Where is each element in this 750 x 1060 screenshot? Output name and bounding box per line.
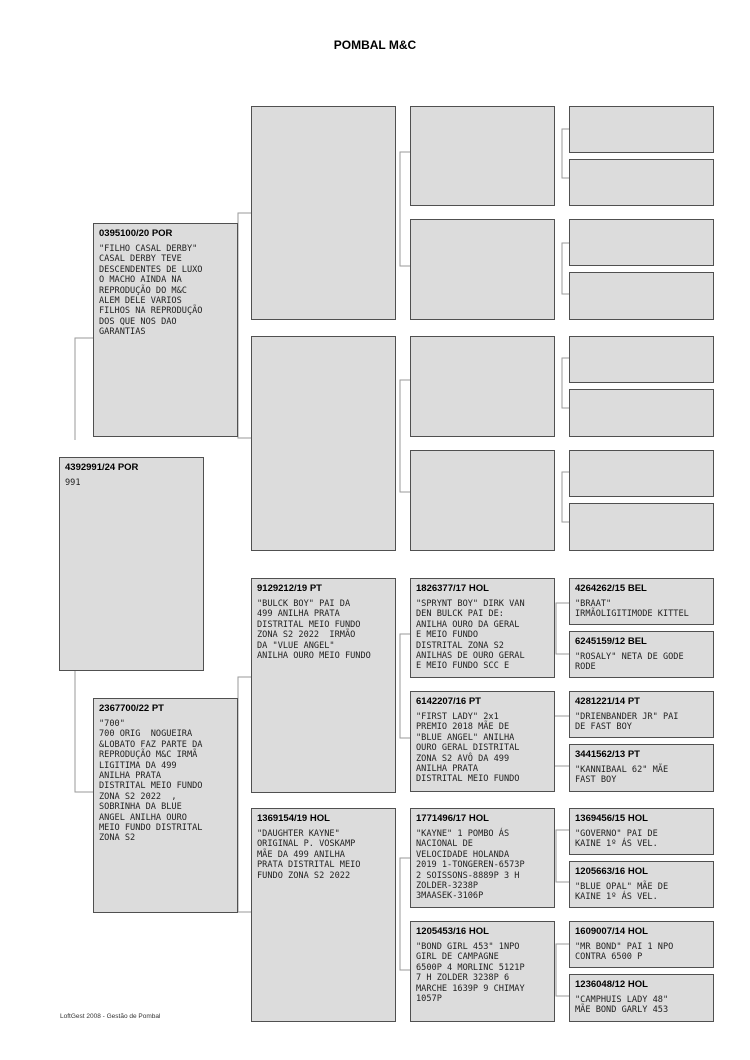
ggp-empty-3: [410, 336, 555, 437]
description: "KANNIBAAL 62" MÃE FAST BOY: [575, 765, 669, 786]
page-title: POMBAL M&C: [333, 38, 417, 52]
dam-card: [93, 698, 238, 913]
ring-number: 4264262/15 BEL: [575, 583, 647, 594]
gggp-card-ddss: [569, 808, 714, 855]
ring-number: 6245159/12 BEL: [575, 636, 647, 647]
ring-number: 1609007/14 HOL: [575, 926, 648, 937]
gggp-empty-2: [569, 159, 714, 206]
description: "GOVERNO" PAI DE KAINE 1º ÁS VEL.: [575, 829, 658, 850]
subject-card: [59, 457, 204, 671]
gggp-empty-7: [569, 450, 714, 497]
ggp-empty-1: [410, 106, 555, 206]
ring-number: 1369154/19 HOL: [257, 813, 330, 824]
description: "BOND GIRL 453" 1NPO GIRL DE CAMPAGNE 6500P 4 MORLINC 5121P 7 H ZOLDER 3238P 6 MARCHE 1639P 9 CHIMAY 1057P: [416, 942, 525, 1005]
ring-number: 0395100/20 POR: [99, 228, 173, 239]
gggp-card-dsdd: [569, 744, 714, 792]
sire-dam-card-empty: [251, 336, 396, 551]
gggp-card-dsss: [569, 578, 714, 625]
dam-sire-sire-card: [410, 578, 555, 678]
description: "DRIENBANDER JR" PAI DE FAST BOY: [575, 712, 679, 733]
gggp-card-ddsd: [569, 861, 714, 908]
description: "BULCK BOY" PAI DA 499 ANILHA PRATA DISTRITAL MEIO FUNDO ZONA S2 2022 IRMÃO DA "VLUE ANGEL" ANILHA OURO MEIO FUNDO: [257, 599, 371, 662]
ring-number: 1236048/12 HOL: [575, 979, 648, 990]
footer-text: LoftGest 2008 - Gestão de Pombal: [60, 1013, 161, 1020]
ggp-empty-2: [410, 219, 555, 320]
ring-number: 2367700/22 PT: [99, 703, 164, 714]
gggp-empty-6: [569, 389, 714, 437]
gggp-empty-3: [569, 219, 714, 266]
gggp-card-dddd: [569, 974, 714, 1022]
ring-number: 1826377/17 HOL: [416, 583, 489, 594]
sire-card: [93, 223, 238, 437]
dam-sire-dam-card: [410, 691, 555, 792]
ring-number: 1205663/16 HOL: [575, 866, 648, 877]
description: "BLUE OPAL" MÃE DE KAINE 1º ÁS VEL.: [575, 882, 669, 903]
dam-dam-dam-card: [410, 921, 555, 1022]
description: "700" 700 ORIG NOGUEIRA &LOBATO FAZ PARTE DA REPRODUÇÃO M&C IRMÃ LIGITIMA DA 499 ANILHA PRATA DISTRITAL MEIO FUNDO ZONA S2 2022 , SOBRINHA DA BLUE ANGEL ANILHA OURO MEIO FUNDO DISTRITAL ZONA S2: [99, 719, 203, 844]
dam-dam-sire-card: [410, 808, 555, 908]
description: "MR BOND" PAI 1 NPO CONTRA 6500 P: [575, 942, 674, 963]
description: "CAMPHUIS LADY 48" MÃE BOND GARLY 453: [575, 995, 669, 1016]
dam-sire-card: [251, 578, 396, 793]
ring-number: 9129212/19 PT: [257, 583, 322, 594]
gggp-empty-5: [569, 336, 714, 383]
gggp-card-dssd: [569, 631, 714, 678]
description: "FIRST LADY" 2x1 PREMIO 2018 MÃE DE "BLUE ANGEL" ANILHA OURO GERAL DISTRITAL ZONA S2 AVÔ DA 499 ANILHA PRATA DISTRITAL MEIO FUNDO: [416, 712, 520, 785]
gggp-card-ddds: [569, 921, 714, 968]
ring-number: 1369456/15 HOL: [575, 813, 648, 824]
gggp-empty-8: [569, 503, 714, 551]
description: "SPRYNT BOY" DIRK VAN DEN BULCK PAI DE: ANILHA OURO DA GERAL E MEIO FUNDO DISTRITAL ZONA S2 ANILHAS DE OURO GERAL E MEIO FUNDO SCC E: [416, 599, 525, 672]
sire-sire-card-empty: [251, 106, 396, 320]
description: "FILHO CASAL DERBY" CASAL DERBY TEVE DESCENDENTES DE LUXO O MACHO AINDA NA REPRODUÇÃO DO M&C ALEM DELE VARIOS FILHOS NA REPRODUÇÃO DOS QUE NOS DAO GARANTIAS: [99, 244, 203, 338]
gggp-empty-4: [569, 272, 714, 320]
description: "ROSALY" NETA DE GODE RODE: [575, 652, 684, 673]
dam-dam-card: [251, 808, 396, 1022]
description: 991: [65, 478, 81, 488]
gggp-card-dsds: [569, 691, 714, 738]
description: "DAUGHTER KAYNE" ORIGINAL P. VOSKAMP MÃE DA 499 ANILHA PRATA DISTRITAL MEIO FUNDO ZONA S2 2022: [257, 829, 361, 881]
gggp-empty-1: [569, 106, 714, 153]
description: "KAYNE" 1 POMBO ÁS NACIONAL DE VELOCIDADE HOLANDA 2019 1-TONGEREN-6573P 2 SOISSONS-8889P 3 H ZOLDER-3238P 3MAASEK-3106P: [416, 829, 525, 902]
ring-number: 4392991/24 POR: [65, 462, 139, 473]
ring-number: 1771496/17 HOL: [416, 813, 489, 824]
ring-number: 3441562/13 PT: [575, 749, 640, 760]
ggp-empty-4: [410, 450, 555, 551]
ring-number: 1205453/16 HOL: [416, 926, 489, 937]
ring-number: 6142207/16 PT: [416, 696, 481, 707]
ring-number: 4281221/14 PT: [575, 696, 640, 707]
description: "BRAAT" IRMÃOLIGITIMODE KITTEL: [575, 599, 689, 620]
